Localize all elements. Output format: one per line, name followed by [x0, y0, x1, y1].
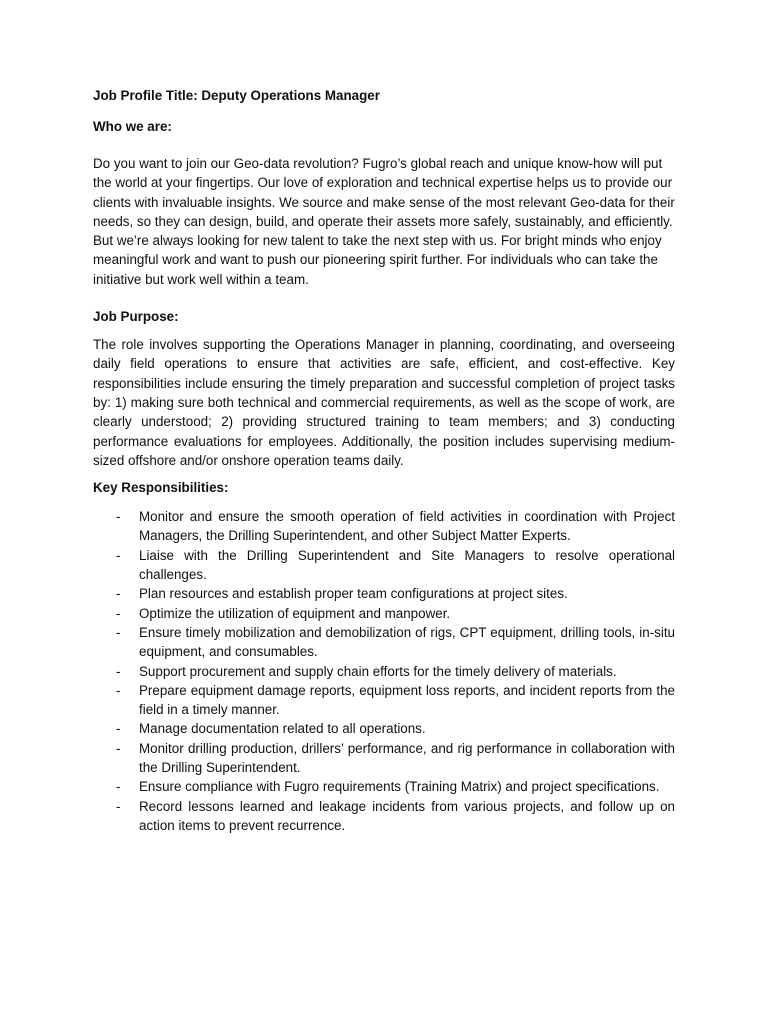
list-item-text: Ensure compliance with Fugro requirements (Training Matrix) and project specifications.	[139, 779, 660, 795]
list-item	[93, 584, 675, 603]
dash-bullet: -	[116, 779, 121, 795]
list-item	[93, 662, 675, 681]
list-item-text: Support procurement and supply chain efforts for the timely delivery of materials.	[139, 663, 617, 679]
job-profile-title: Job Profile Title: Deputy Operations Manager	[93, 88, 380, 103]
dash-bullet: -	[116, 605, 121, 621]
who-we-are-heading: Who we are:	[93, 119, 172, 134]
list-item	[93, 681, 675, 720]
job-purpose-heading: Job Purpose:	[93, 309, 179, 325]
dash-bullet: -	[116, 721, 121, 737]
list-item-text: Monitor drilling production, drillers’ performance, and rig performance in collaboration with the Drilling Superintendent.	[139, 740, 675, 776]
job-purpose-paragraph: The role involves supporting the Operations Manager in planning, coordinating, and overseeing daily field operations to ensure that activities are safe, efficient, and cost-effective. Key responsibilities include ensuring the timely preparation and successful completion of project tasks by: 1) making sure both technical and commercial requirements, as well as the scope of work, are clearly understood; 2) providing structured training to team members; and 3) conducting performance evaluations for employees. Additionally, the position includes supervising medium-sized offshore and/or onshore operation teams daily.	[93, 337, 675, 468]
dash-bullet: -	[116, 798, 121, 814]
list-item-text: Monitor and ensure the smooth operation of field activities in coordination with Project Managers, the Drilling Superintendent, and other Subject Matter Experts.	[139, 509, 675, 544]
list-item	[93, 777, 675, 796]
key-responsibilities-heading: Key Responsibilities:	[93, 480, 229, 496]
dash-bullet: -	[116, 682, 121, 698]
list-item	[93, 719, 675, 738]
dash-bullet: -	[116, 663, 121, 679]
list-item	[93, 507, 675, 546]
list-item-text: Liaise with the Drilling Superintendent and Site Managers to resolve operational challenges.	[139, 547, 675, 583]
dash-bullet: -	[116, 586, 121, 602]
list-item-text: Optimize the utilization of equipment and manpower.	[139, 605, 451, 621]
list-item-text: Prepare equipment damage reports, equipment loss reports, and incident reports from the field in a timely manner.	[139, 682, 675, 718]
dash-bullet: -	[116, 509, 121, 525]
list-item	[93, 546, 675, 585]
who-we-are-paragraph: Do you want to join our Geo-data revolution? Fugro’s global reach and unique know-how will put the world at your fingertips. Our love of exploration and technical expertise helps us to provide our clients with invaluable insights. We source and make sense of the most relevant Geo-data for their needs, so they can design, build, and operate their assets more safely, sustainably, and efficiently. But we’re always looking for new talent to take the next step with us. For bright minds who enjoy meaningful work and want to push our pioneering spirit further. For individuals who can take the initiative but work well within a team.	[93, 156, 675, 287]
dash-bullet: -	[116, 740, 121, 756]
list-item-text: Manage documentation related to all operations.	[139, 721, 426, 737]
list-item-text: Plan resources and establish proper team configurations at project sites.	[139, 586, 568, 602]
list-item-text: Record lessons learned and leakage incidents from various projects, and follow up on action items to prevent recurrence.	[139, 798, 675, 833]
key-responsibilities-list	[93, 507, 675, 835]
dash-bullet: -	[116, 624, 121, 640]
list-item-text: Ensure timely mobilization and demobilization of rigs, CPT equipment, drilling tools, in-situ equipment, and consumables.	[139, 624, 675, 660]
document-page	[93, 86, 675, 835]
list-item	[93, 797, 675, 836]
list-item	[93, 739, 675, 778]
list-item	[93, 623, 675, 662]
list-item	[93, 604, 675, 623]
dash-bullet: -	[116, 547, 121, 563]
